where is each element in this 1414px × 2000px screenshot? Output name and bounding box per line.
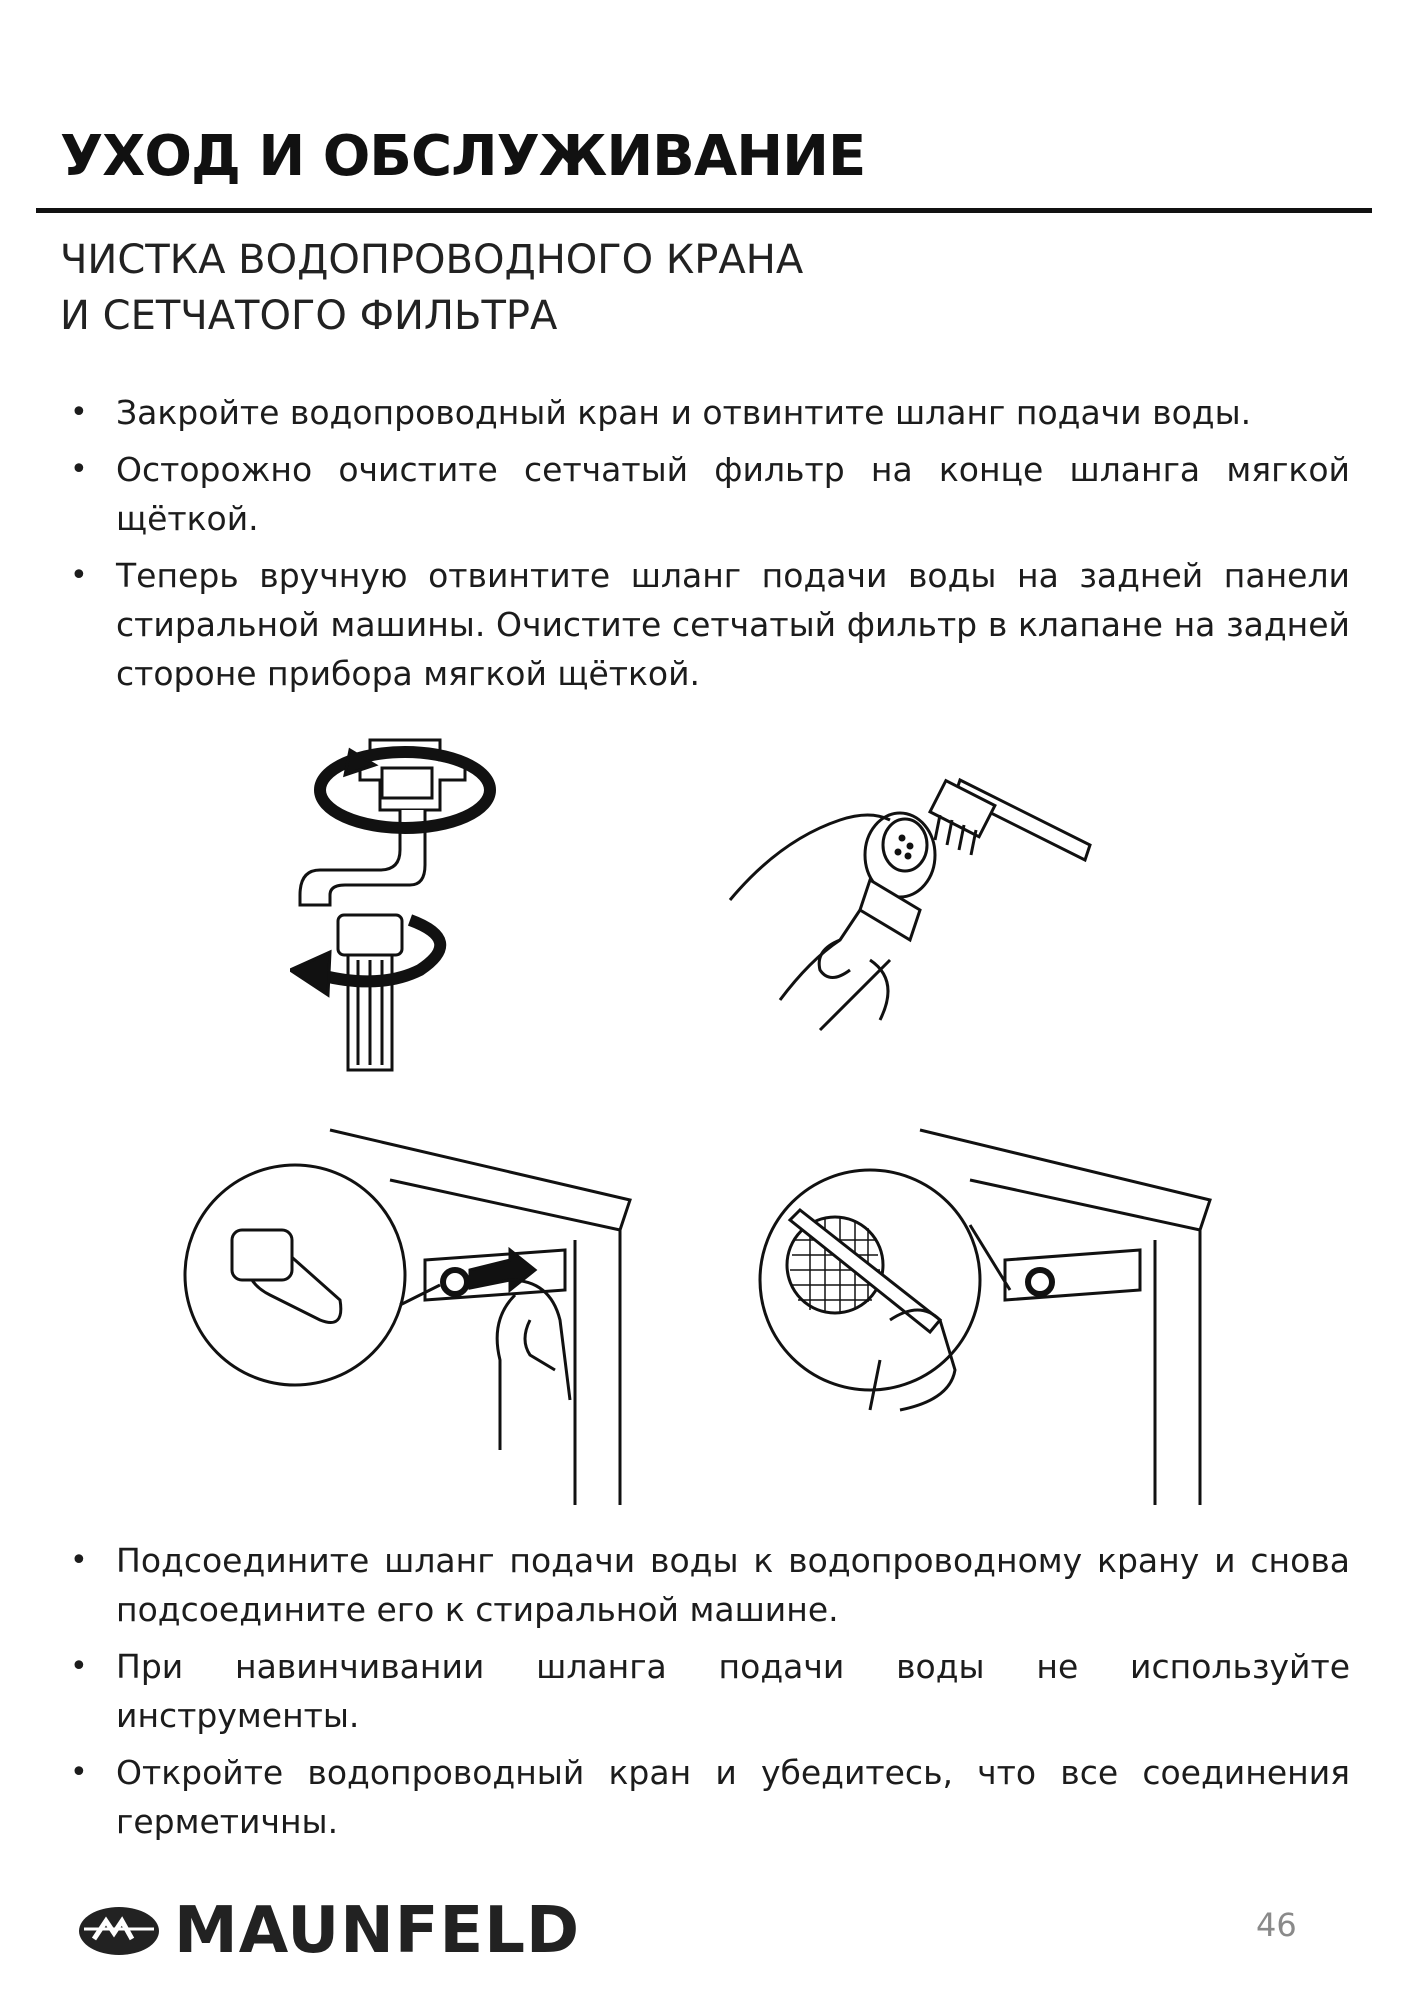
- section-subtitle: [60, 232, 803, 344]
- maunfeld-emblem-icon: [76, 1903, 162, 1959]
- tap-unscrew-illustration: [290, 720, 590, 1090]
- machine-hose-unscrew-illustration: [180, 1120, 680, 1510]
- machine-valve-brush-illustration: [740, 1120, 1220, 1510]
- page-title: УХОД И ОБСЛУЖИВАНИЕ: [60, 124, 866, 189]
- subtitle-line: И СЕТЧАТОГО ФИЛЬТРА: [60, 293, 558, 339]
- list-item: • Подсоедините шланг подачи воды к водопроводному крану и снова подсоедините его к стиральной машине.: [70, 1536, 1350, 1634]
- hose-filter-brush-illustration: [720, 760, 1100, 1040]
- title-divider: [36, 208, 1372, 213]
- instruction-list-after: [70, 1536, 1350, 1854]
- instruction-list-before: [70, 388, 1350, 706]
- list-item: • При навинчивании шланга подачи воды не используйте инструменты.: [70, 1642, 1350, 1740]
- list-item: • Осторожно очистите сетчатый фильтр на конце шланга мягкой щёткой.: [70, 445, 1350, 543]
- list-item: • Закройте водопроводный кран и отвинтите шланг подачи воды.: [70, 388, 1350, 437]
- page-number: 46: [1256, 1906, 1297, 1944]
- list-item: • Теперь вручную отвинтите шланг подачи воды на задней панели стиральной машины. Очистите сетчатый фильтр в клапане на задней стороне прибора мягкой щёткой.: [70, 551, 1350, 698]
- subtitle-line: ЧИСТКА ВОДОПРОВОДНОГО КРАНА: [60, 237, 804, 283]
- brand-logo: [76, 1894, 580, 1968]
- list-item: • Откройте водопроводный кран и убедитесь, что все соединения герметичны.: [70, 1748, 1350, 1846]
- brand-name: MAUNFELD: [174, 1894, 581, 1968]
